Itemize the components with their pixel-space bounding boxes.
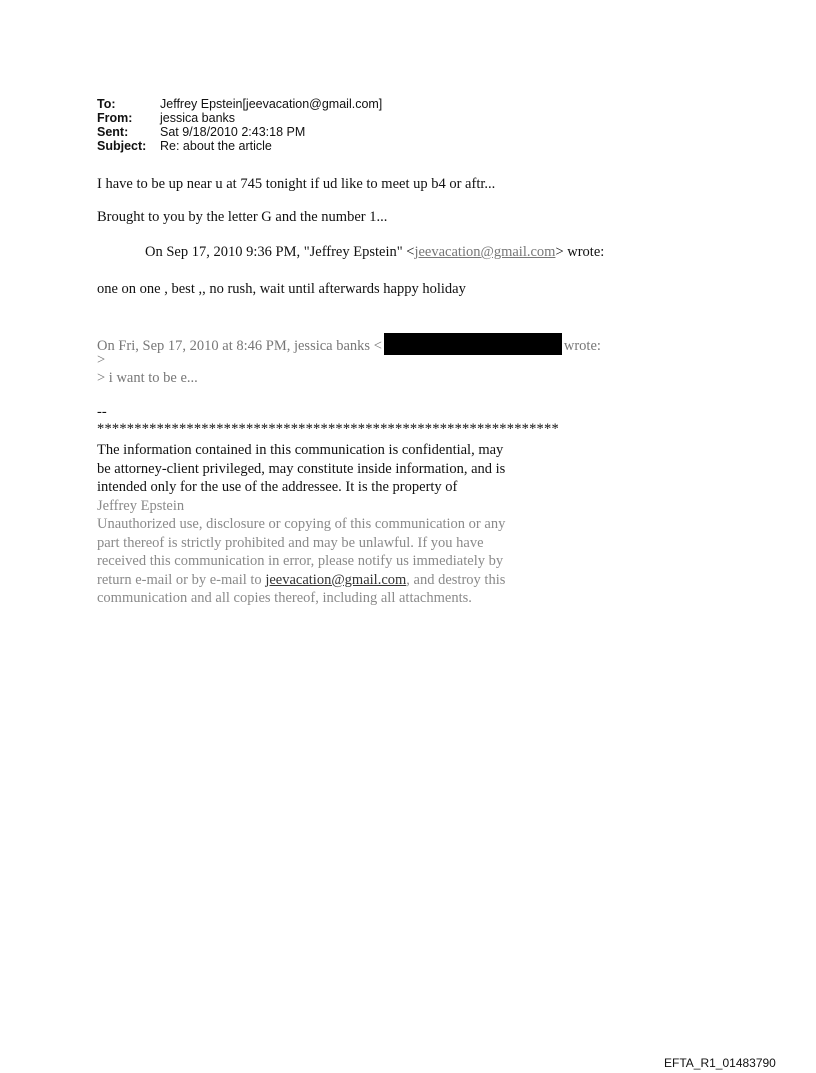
bates-number: EFTA_R1_01483790 <box>664 1056 776 1070</box>
body-text: Brought to you by the letter G and the number 1... <box>97 209 388 225</box>
to-value: Jeffrey Epstein[jeevacation@gmail.com] <box>160 97 383 111</box>
quote-email-link[interactable]: jeevacation@gmail.com <box>414 244 556 260</box>
to-label: To: <box>97 97 116 111</box>
sent-row <box>97 125 382 139</box>
from-value: jessica banks <box>160 111 236 125</box>
body-line-2 <box>97 209 387 226</box>
from-label: From: <box>97 111 133 125</box>
redaction-block <box>384 333 562 355</box>
sent-value: Sat 9/18/2010 2:43:18 PM <box>160 125 306 139</box>
body-line-1 <box>97 176 495 193</box>
disclaimer-email-link[interactable]: jeevacation@gmail.com <box>265 571 407 588</box>
star-divider: ************************************************************** <box>97 421 559 437</box>
quote-header-1 <box>145 244 604 261</box>
quote-marker: > <box>97 352 106 368</box>
subject-value: Re: about the article <box>160 139 272 153</box>
confidential-text: The information contained in this communication is confidential, may be attorney-client privileged, may constitute inside information, and is intended only for the use of the addressee. It is the property of <box>97 442 506 495</box>
confidentiality-notice <box>97 441 517 608</box>
owner-name: Jeffrey Epstein <box>97 497 185 514</box>
to-row <box>97 97 382 111</box>
disclaimer-text-end: , and destroy this communication and all copies thereof, including all attachments. <box>97 571 506 606</box>
subject-row <box>97 139 382 153</box>
from-row <box>97 111 382 125</box>
disclaimer-text: Unauthorized use, disclosure or copying of this communication or any part thereof is strictly prohibited and may be unlawful. If you have received this communication in error, please notify us immediately by return e-mail or by e-mail to <box>97 516 506 588</box>
quoted-text: > i want to be e... <box>97 370 198 386</box>
quote-header-2 <box>97 333 601 355</box>
quote-header-text: On Fri, Sep 17, 2010 at 8:46 PM, jessica banks < <box>97 338 382 354</box>
body-text: I have to be up near u at 745 tonight if ud like to meet up b4 or aftr... <box>97 176 496 192</box>
body-line-3 <box>97 281 466 298</box>
body-text: one on one , best ,, no rush, wait until afterwards happy holiday <box>97 281 466 297</box>
subject-label: Subject: <box>97 139 147 153</box>
quote-header-text: > wrote: <box>555 244 605 260</box>
signature-dashes: -- <box>97 404 107 420</box>
email-header <box>97 97 382 153</box>
sent-label: Sent: <box>97 125 129 139</box>
quote-header-text: wrote: <box>563 338 601 354</box>
quote-header-text: On Sep 17, 2010 9:36 PM, "Jeffrey Epstein" < <box>145 244 415 260</box>
